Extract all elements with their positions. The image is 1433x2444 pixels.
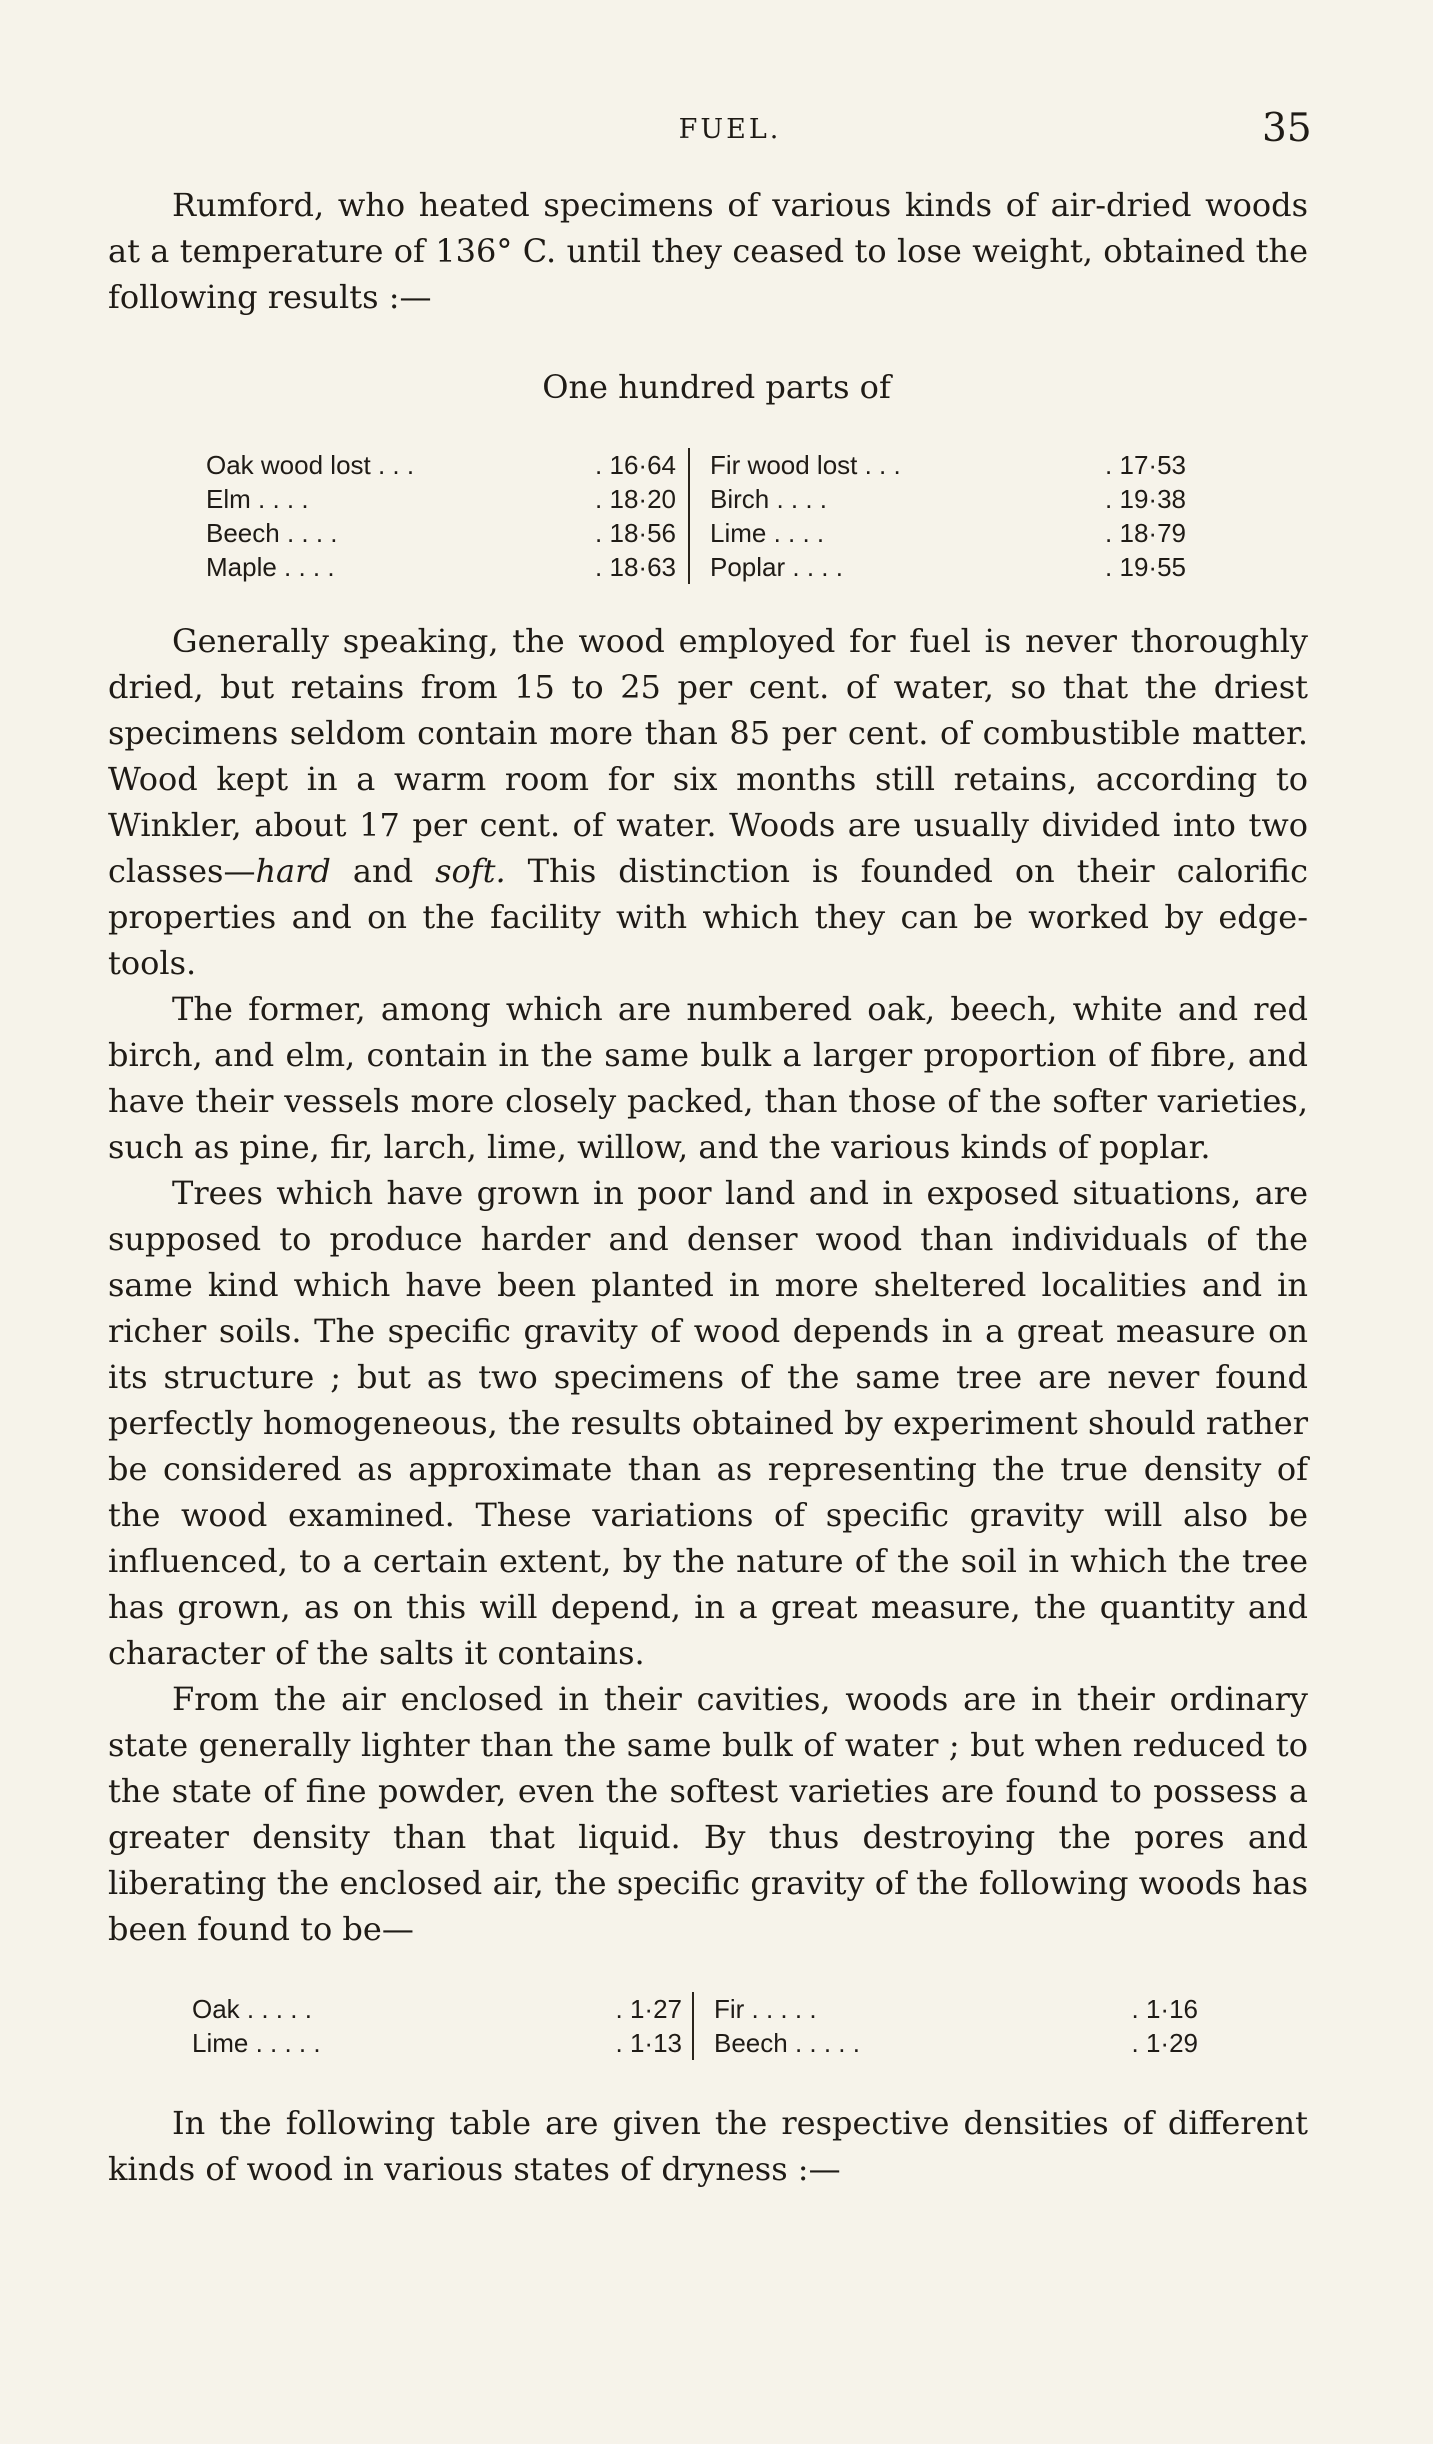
wood-value: . 18·79	[1105, 517, 1186, 548]
wood-name: Beech . . . .	[206, 517, 338, 548]
wood-name: Maple . . . .	[206, 551, 335, 582]
paragraph-text: and	[330, 852, 436, 890]
table-row	[206, 516, 1186, 550]
table-row	[206, 550, 1186, 584]
table-row	[206, 482, 1186, 516]
wood-value: . 18·20	[576, 482, 689, 516]
wood-value: . 19·38	[1105, 483, 1186, 514]
wood-value: . 1·13	[592, 2026, 693, 2060]
page-header	[0, 100, 1433, 160]
wood-name: Beech . . . . .	[714, 2027, 860, 2058]
closing-text	[108, 2100, 1308, 2192]
wood-name: Fir wood lost . . .	[710, 449, 901, 480]
wood-name: Poplar . . . .	[710, 551, 843, 582]
intro-paragraph: Rumford, who heated specimens of various kinds of air-dried woods at a temperature of 136° C. until they ceased to lose weight, obtained the following results :—	[108, 186, 1308, 316]
paragraph-text: Generally speaking, the wood employed for fuel is never thoroughly dried, but retains from 15 to 25 per cent. of water, so that the driest specimens seldom contain more than 85 per cent. of combustible matter. Wood kept in a warm room for six months still retains, according to Winkler, about 17 per cent. of water. Woods are usually divided into two classes—	[108, 622, 1308, 890]
wood-value: . 16·64	[576, 448, 689, 482]
wood-value: . 1·29	[1131, 2027, 1198, 2058]
wood-value: . 19·55	[1105, 551, 1186, 582]
table-row	[192, 2026, 1198, 2060]
wood-name: Lime . . . . .	[192, 2027, 321, 2058]
paragraph-hard-woods: The former, among which are numbered oak, beech, white and red birch, and elm, contain in the same bulk a larger proportion of fibre, and have their vessels more closely packed, than those of the softer varieties, such as pine, fir, larch, lime, willow, and the various kinds of poplar.	[108, 990, 1308, 1166]
paragraph-wood-classes	[108, 618, 1308, 986]
paragraph-densities-intro: In the following table are given the respective densities of different kinds of wood in various states of dryness :—	[108, 2104, 1308, 2188]
paragraph-specific-gravity: Trees which have grown in poor land and in exposed situations, are supposed to produce harder and denser wood than individuals of the same kind which have been planted in more sheltered localities and in richer soils. The specific gravity of wood depends in a great measure on its structure ; but as two specimens of the same tree are never found perfectly homogeneous, the results obtained by experiment should rather be considered as approximate than as representing the true density of the wood examined. These variations of specific gravity will also be influenced, to a certain extent, by the nature of the soil in which the tree has grown, as on this will depend, in a great measure, the quantity and character of the salts it contains.	[108, 1174, 1308, 1672]
wood-name: Birch . . . .	[710, 483, 828, 514]
wood-value: . 1·27	[592, 1992, 693, 2026]
paragraph-text: This distinction is founded on their calorific properties and on the facility with which they can be worked by edge-tools.	[108, 852, 1309, 982]
wood-name: Lime . . . .	[710, 517, 825, 548]
wood-value: . 1·16	[1131, 1993, 1198, 2024]
wood-value: . 18·63	[576, 550, 689, 584]
wood-name: Oak wood lost . . .	[206, 449, 415, 480]
term-soft: soft.	[435, 852, 506, 890]
table1-caption: One hundred parts of	[542, 368, 891, 406]
table-row	[192, 1992, 1198, 2026]
powder-gravity-table	[192, 1992, 1199, 2060]
page-number: 35	[1262, 106, 1312, 151]
intro-paragraph-block	[108, 182, 1308, 320]
wood-name: Oak . . . . .	[192, 1993, 312, 2024]
wood-name: Fir . . . . .	[714, 1993, 817, 2024]
term-hard: hard	[255, 852, 331, 890]
weight-loss-table	[206, 448, 1187, 584]
body-text	[108, 618, 1308, 1952]
running-title: FUEL.	[678, 114, 782, 145]
wood-value: . 18·56	[576, 516, 689, 550]
wood-name: Elm . . . .	[206, 483, 309, 514]
paragraph-powder-density: From the air enclosed in their cavities, woods are in their ordinary state generally lighter than the same bulk of water ; but when reduced to the state of fine powder, even the softest varieties are found to possess a greater density than that liquid. By thus destroying the pores and liberating the enclosed air, the specific gravity of the following woods has been found to be—	[108, 1680, 1308, 1948]
wood-value: . 17·53	[1105, 449, 1186, 480]
table-row	[206, 448, 1186, 482]
